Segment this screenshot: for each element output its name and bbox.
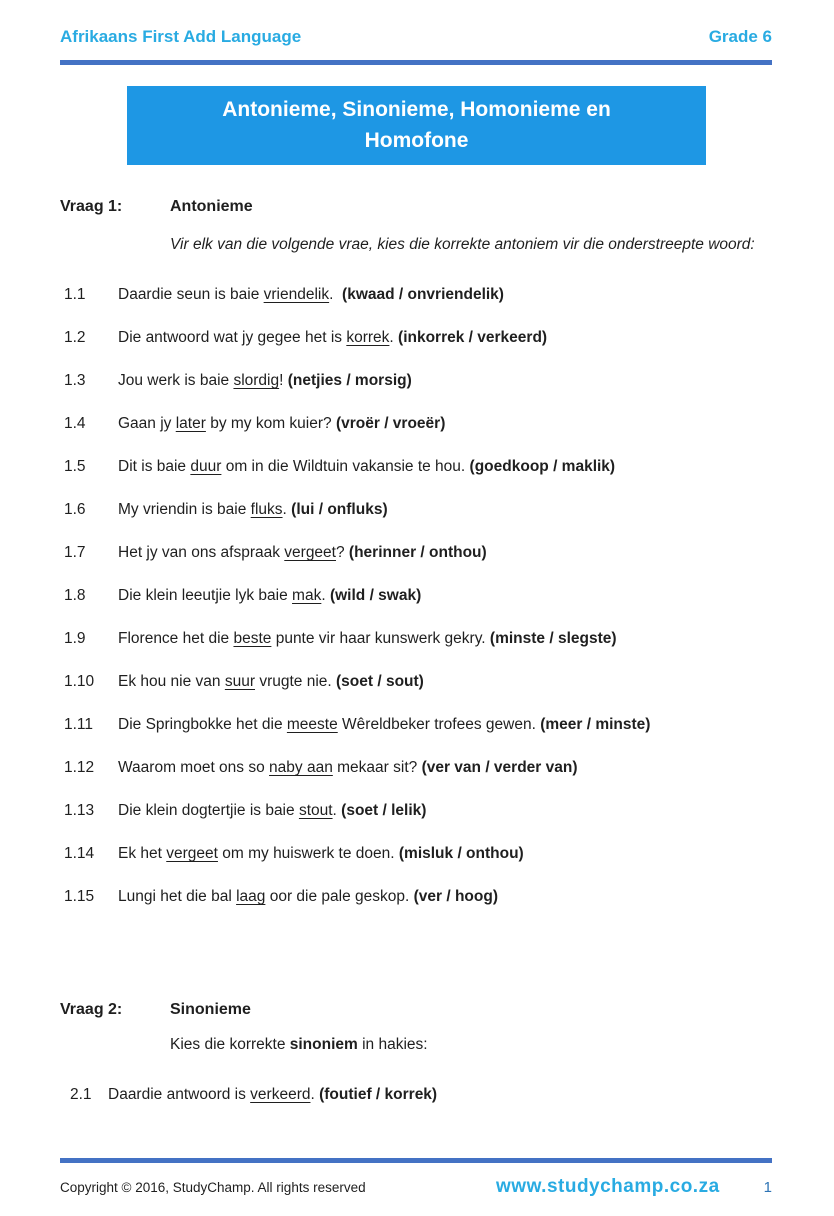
question-text xyxy=(118,802,426,820)
underlined-word: naby aan xyxy=(269,759,333,776)
question-pre: Het jy van ons afspraak xyxy=(118,544,285,561)
page-title: Antonieme, Sinonieme, Homonieme en Homofone xyxy=(222,98,611,152)
question-mid: . xyxy=(282,501,292,518)
question-number: 1.6 xyxy=(64,501,86,518)
question-number: 1.9 xyxy=(64,630,86,647)
question-number: 1.1 xyxy=(64,286,86,303)
answer-options: (foutief / korrek) xyxy=(319,1086,438,1103)
question-number: 1.4 xyxy=(64,415,86,432)
answer-options: (inkorrek / verkeerd) xyxy=(398,329,548,346)
question-text xyxy=(118,544,487,562)
question-mid: mekaar sit? xyxy=(332,759,422,776)
question-mid: ? xyxy=(335,544,349,561)
question-pre: My vriendin is baie xyxy=(118,501,251,518)
answer-options: (lui / onfluks) xyxy=(291,501,388,518)
underlined-word: slordig xyxy=(233,372,280,389)
question-text xyxy=(118,501,388,519)
question-pre: Ek hou nie van xyxy=(118,673,225,690)
question-mid: ! xyxy=(279,372,288,389)
question-text xyxy=(118,630,617,648)
page-number: 1 xyxy=(763,1179,772,1196)
vraag1-label: Vraag 1: xyxy=(60,198,123,215)
underlined-word: vergeet xyxy=(166,845,218,862)
answer-options: (herinner / onthou) xyxy=(348,544,487,561)
header-rule xyxy=(60,60,772,65)
question-text xyxy=(118,329,547,347)
vraag1-topic: Antonieme xyxy=(170,198,253,215)
footer-right-group xyxy=(496,1176,772,1198)
question-row xyxy=(0,1086,834,1104)
underlined-word: vergeet xyxy=(284,544,336,561)
answer-options: (kwaad / onvriendelik) xyxy=(342,286,504,303)
answer-options: (wild / swak) xyxy=(329,587,422,604)
answer-options: (minste / slegste) xyxy=(489,630,617,647)
vraag2-heading-row xyxy=(60,1001,834,1019)
question-row xyxy=(0,759,834,777)
answer-options: (ver van / verder van) xyxy=(421,759,578,776)
question-number: 1.8 xyxy=(64,587,86,604)
question-text xyxy=(118,716,650,734)
question-text xyxy=(118,587,421,605)
underlined-word: later xyxy=(175,415,206,432)
question-row xyxy=(0,673,834,691)
question-number: 1.5 xyxy=(64,458,86,475)
vraag2-question-list xyxy=(0,1086,834,1104)
question-pre: Daardie antwoord is xyxy=(108,1086,251,1103)
header-subject: Afrikaans First Add Language xyxy=(60,27,302,46)
question-mid: oor die pale geskop. xyxy=(265,888,414,905)
question-pre: Jou werk is baie xyxy=(118,372,234,389)
vraag1-question-list xyxy=(0,286,834,906)
question-pre: Die Springbokke het die xyxy=(118,716,287,733)
question-row xyxy=(0,845,834,863)
question-text xyxy=(118,286,504,304)
underlined-word: suur xyxy=(224,673,256,690)
question-text xyxy=(108,1086,437,1104)
question-row xyxy=(0,888,834,906)
question-mid: punte vir haar kunswerk gekry. xyxy=(271,630,490,647)
answer-options: (ver / hoog) xyxy=(413,888,498,905)
underlined-word: laag xyxy=(236,888,266,905)
question-number: 1.10 xyxy=(64,673,95,690)
question-number: 1.2 xyxy=(64,329,86,346)
title-banner xyxy=(127,86,706,165)
question-pre: Ek het xyxy=(118,845,167,862)
vraag2-instruction-pre: Kies die korrekte xyxy=(170,1036,290,1053)
question-number: 1.12 xyxy=(64,759,95,776)
vraag2-topic: Sinonieme xyxy=(170,1001,251,1018)
question-row xyxy=(0,630,834,648)
underlined-word: meeste xyxy=(286,716,338,733)
question-number: 1.11 xyxy=(64,716,94,733)
question-mid: . xyxy=(329,286,343,303)
question-number: 2.1 xyxy=(70,1086,92,1103)
vraag2-instruction-post: in hakies: xyxy=(357,1036,428,1053)
question-pre: Daardie seun is baie xyxy=(118,286,264,303)
vraag2-instruction-bold: sinoniem xyxy=(289,1036,358,1053)
question-number: 1.7 xyxy=(64,544,86,561)
question-mid: om in die Wildtuin vakansie te hou. xyxy=(221,458,470,475)
question-pre: Die antwoord wat jy gegee het is xyxy=(118,329,347,346)
question-row xyxy=(0,286,834,304)
question-row xyxy=(0,372,834,390)
vraag2-label: Vraag 2: xyxy=(60,1001,123,1018)
question-mid: vrugte nie. xyxy=(255,673,337,690)
question-number: 1.14 xyxy=(64,845,95,862)
question-number: 1.13 xyxy=(64,802,95,819)
answer-options: (netjies / morsig) xyxy=(287,372,412,389)
underlined-word: beste xyxy=(233,630,272,647)
underlined-word: verkeerd xyxy=(250,1086,311,1103)
question-row xyxy=(0,501,834,519)
question-pre: Die klein dogtertjie is baie xyxy=(118,802,299,819)
question-mid: Wêreldbeker trofees gewen. xyxy=(337,716,541,733)
question-row xyxy=(0,544,834,562)
question-text xyxy=(118,372,412,390)
footer-rule xyxy=(60,1158,772,1163)
underlined-word: stout xyxy=(298,802,333,819)
question-pre: Gaan jy xyxy=(118,415,176,432)
question-pre: Die klein leeutjie lyk baie xyxy=(118,587,293,604)
question-row xyxy=(0,716,834,734)
copyright-text: Copyright © 2016, StudyChamp. All rights reserved xyxy=(60,1180,366,1195)
question-pre: Lungi het die bal xyxy=(118,888,237,905)
question-mid: . xyxy=(321,587,330,604)
underlined-word: fluks xyxy=(250,501,283,518)
question-row xyxy=(0,802,834,820)
question-text xyxy=(118,673,424,691)
question-mid: by my kom kuier? xyxy=(205,415,336,432)
question-row xyxy=(0,415,834,433)
answer-options: (vroër / vroeër) xyxy=(335,415,446,432)
answer-options: (misluk / onthou) xyxy=(398,845,524,862)
underlined-word: korrek xyxy=(346,329,390,346)
vraag1-heading-row xyxy=(60,198,834,216)
question-pre: Waarom moet ons so xyxy=(118,759,270,776)
underlined-word: mak xyxy=(292,587,322,604)
question-number: 1.3 xyxy=(64,372,86,389)
question-text xyxy=(118,759,578,777)
question-text xyxy=(118,888,498,906)
question-pre: Dit is baie xyxy=(118,458,191,475)
question-text xyxy=(118,415,445,433)
page-footer xyxy=(60,1176,772,1198)
answer-options: (soet / lelik) xyxy=(341,802,427,819)
vraag1-instruction: Vir elk van die volgende vrae, kies die korrekte antoniem vir die onderstreepte woord: xyxy=(170,236,755,253)
question-mid: . xyxy=(310,1086,320,1103)
question-mid: . xyxy=(389,329,399,346)
underlined-word: vriendelik xyxy=(263,286,330,303)
question-mid: . xyxy=(332,802,342,819)
question-row xyxy=(0,587,834,605)
question-pre: Florence het die xyxy=(118,630,234,647)
answer-options: (soet / sout) xyxy=(336,673,424,690)
question-mid: om my huiswerk te doen. xyxy=(217,845,399,862)
question-number: 1.15 xyxy=(64,888,95,905)
question-text xyxy=(118,845,524,863)
page-header xyxy=(0,0,834,47)
answer-options: (goedkoop / maklik) xyxy=(469,458,616,475)
underlined-word: duur xyxy=(190,458,222,475)
question-row xyxy=(0,329,834,347)
answer-options: (meer / minste) xyxy=(540,716,651,733)
header-grade: Grade 6 xyxy=(708,27,772,46)
vraag2-instruction xyxy=(170,1035,772,1055)
question-text xyxy=(118,458,615,476)
website-wordmark: www.studychamp.co.za xyxy=(496,1176,720,1197)
question-row xyxy=(0,458,834,476)
